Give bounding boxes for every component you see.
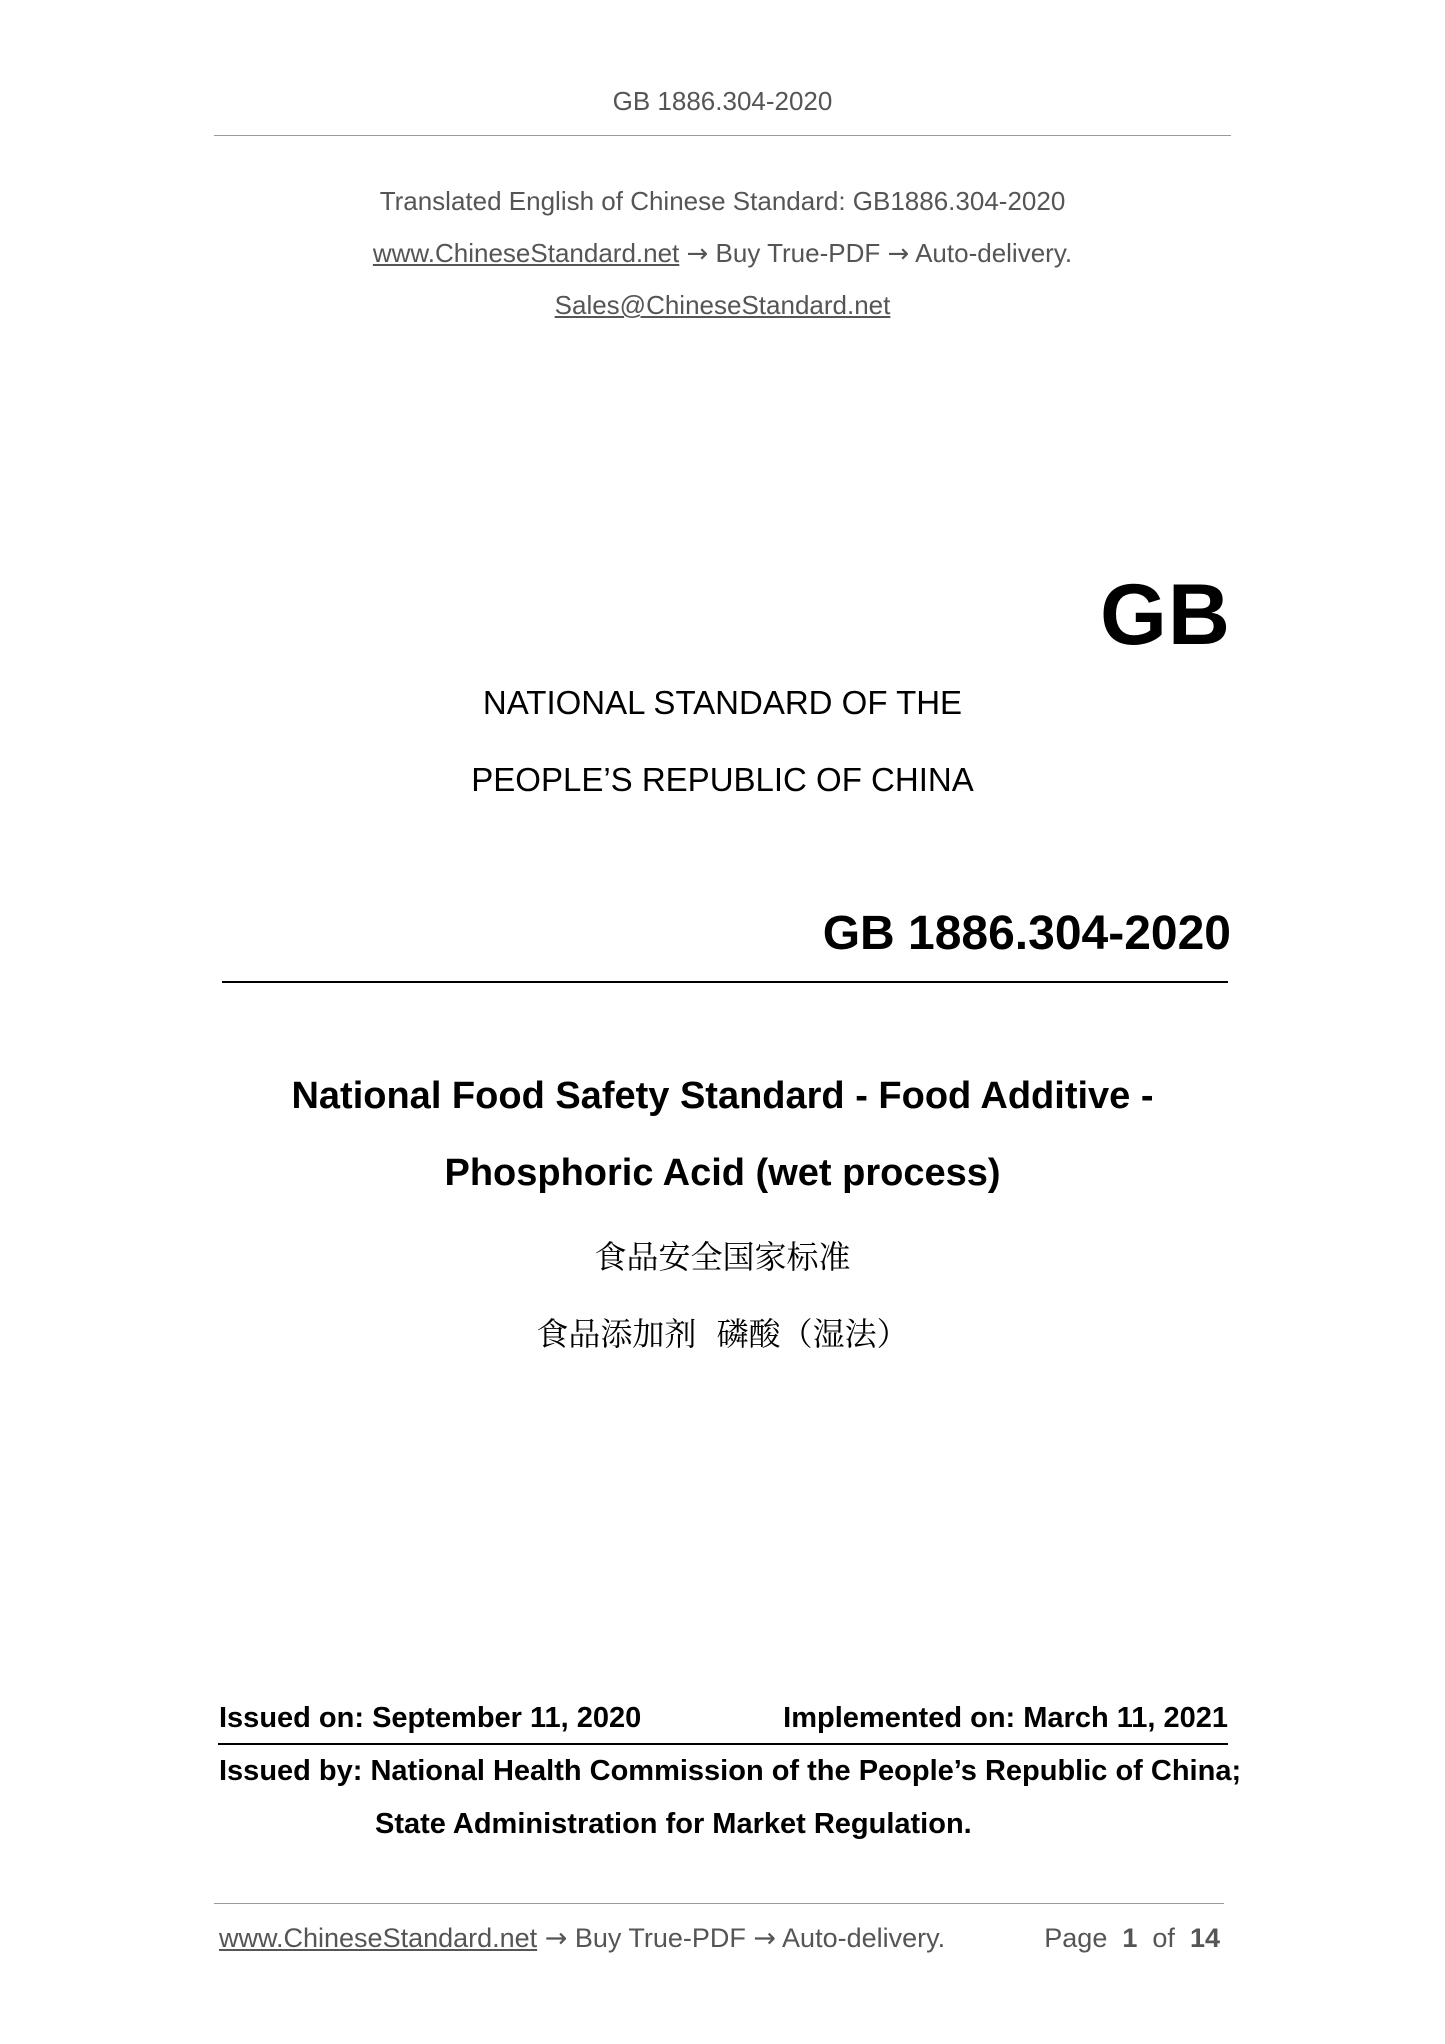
standard-number: GB 1886.304-2020 — [822, 907, 1231, 960]
website-link[interactable]: www.ChineseStandard.net — [372, 238, 680, 268]
arrow-right-icon: → — [753, 1923, 777, 1954]
standard-number-rule — [222, 981, 1228, 983]
arrow-right-icon: → — [887, 239, 910, 269]
issued-on: Issued on: September 11, 2020 — [219, 1702, 642, 1734]
footer-purchase-line — [219, 1923, 945, 1954]
page-label: Page — [1044, 1923, 1108, 1953]
footer-website-link[interactable]: www.ChineseStandard.net — [219, 1923, 538, 1953]
title-line-1: National Food Safety Standard - Food Additive - — [291, 1075, 1154, 1117]
title-line-2: Phosphoric Acid (wet process) — [444, 1152, 1001, 1194]
national-standard-line-1: NATIONAL STANDARD OF THE — [482, 684, 963, 721]
sales-email-link[interactable]: Sales@ChineseStandard.net — [554, 290, 891, 320]
purchase-line — [0, 238, 1445, 269]
buy-true-pdf-text: Buy True-PDF — [715, 238, 881, 268]
page-current: 1 — [1122, 1923, 1138, 1953]
national-standard-line-2: PEOPLE’S REPUBLIC OF CHINA — [471, 761, 974, 798]
page-total: 14 — [1189, 1923, 1220, 1953]
running-header: GB 1886.304-2020 — [612, 86, 833, 116]
email-line — [0, 290, 1445, 321]
of-label: of — [1152, 1923, 1175, 1953]
page-indicator — [1044, 1923, 1220, 1954]
implemented-on: Implemented on: March 11, 2021 — [783, 1702, 1228, 1734]
arrow-right-icon: → — [686, 239, 709, 269]
chinese-title-line-1: 食品安全国家标准 — [594, 1238, 851, 1276]
footer-auto-delivery-text: Auto-delivery. — [782, 1923, 946, 1953]
footer-divider — [214, 1903, 1224, 1904]
header-divider — [214, 135, 1231, 136]
translated-line: Translated English of Chinese Standard: GB1886.304-2020 — [379, 186, 1066, 216]
chinese-title-line-2: 食品添加剂 磷酸（湿法） — [536, 1315, 909, 1353]
issued-by-line-1: Issued by: National Health Commission of the People’s Republic of China; — [219, 1755, 1242, 1787]
footer-buy-true-pdf-text: Buy True-PDF — [574, 1923, 746, 1953]
auto-delivery-text: Auto-delivery. — [915, 238, 1073, 268]
arrow-right-icon: → — [544, 1923, 568, 1954]
issued-by-line-2: State Administration for Market Regulation. — [375, 1808, 972, 1840]
issue-rule — [218, 1743, 1228, 1745]
gb-mark: GB — [1100, 567, 1231, 663]
